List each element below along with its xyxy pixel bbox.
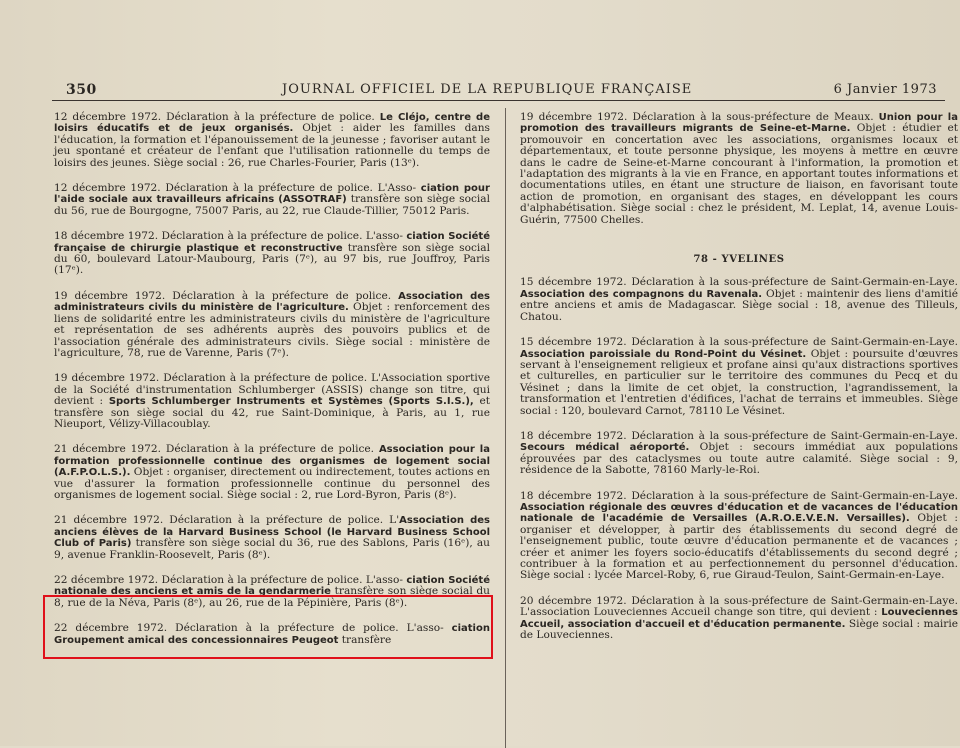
notice-entry (54, 291, 490, 359)
entry-date: 19 décembre 1972. (54, 372, 160, 385)
entry-body: Objet : aider les familles dans l'éducation, la formation et l'épanouissement de la jeunesse ; favoriser autant le jeu spontané et créateur de l'enfant que l'utilisation rationnelle du temps de loisirs des jeunes. Siège social : 26, rue Charles-Fourier, Paris (13ᵉ). (54, 122, 490, 169)
entry-preamble: Déclaration à la préfecture de police. L'asso- (161, 230, 403, 243)
entry-body: Objet : étudier et promouvoir en concertation avec les associations, organismes locaux et départementaux, et toute personne physique, les moyens à mettre en œuvre dans le cadre de Seine-et-Marne concourant à l'information, la promotion et l'adaptation des migrants à la vie en France, en apportant toutes informations et documentations utiles, en étant une structure de liaison, en favorisant toute action de promotion, en organisant des stages, en développant les cours d'alphabétisation. Siège social : chez le président, M. Leplat, 14, avenue Louis-Guérin, 77500 Chelles. (520, 122, 958, 226)
entry-date: 22 décembre 1972. (54, 574, 159, 586)
association-name: Association des compagnons du Ravenala. (520, 288, 763, 300)
entry-preamble: Déclaration à la préfecture de police. L'asso- (175, 622, 444, 635)
entry-preamble: Déclaration à la sous-préfecture de Saint-Germain-en-Laye. (631, 276, 958, 289)
notice-entry (520, 112, 958, 226)
entry-body: transfère son siège social du 8, rue de la Néva, Paris (8ᵉ), au 26, rue de la Pépinière, Paris (8ᵉ). (54, 585, 490, 609)
entry-preamble: Déclaration à la préfecture de police. (166, 111, 375, 123)
entry-preamble: Déclaration à la sous-préfecture de Saint-Germain-en-Laye. (631, 429, 958, 442)
right-column (520, 112, 958, 655)
association-name: Association des administrateurs civils du ministère de l'agriculture. (54, 290, 490, 314)
journal-title: JOURNAL OFFICIEL DE LA REPUBLIQUE FRANÇAISE (282, 82, 693, 97)
association-name: ciation Société nationale des anciens et amis de la gendarmerie (54, 575, 490, 598)
notice-entry (54, 112, 490, 169)
page-header (52, 78, 945, 101)
entry-body: Objet : maintenir des liens d'amitié entre anciens et amis de Madagascar. Siège social : 18, avenue des Tilleuls, Chatou. (520, 287, 959, 323)
notice-entry (54, 231, 490, 277)
entry-body: transfère (341, 633, 392, 646)
entry-body: Objet : organiser et développer, à partir des établissements du second degré de l'enseignement public, toute œuvre d'éducation permanente et de vacances ; créer et animer les foyers socio-éducatifs d'établissements du second degré ; contribuer à la formation et au perfectionnement du personnel d'éducation. Siège social : lycée Marcel-Roby, 6, rue Giraud-Teulon, Saint-Germain-en-Laye. (520, 512, 958, 582)
notice-entry (520, 431, 958, 477)
entry-date: 22 décembre 1972. (54, 622, 168, 635)
notice-entry (520, 277, 958, 323)
entry-date: 20 décembre 1972. (520, 594, 627, 607)
entry-preamble: Déclaration à la préfecture de police. (165, 443, 375, 456)
entry-date: 21 décembre 1972. (54, 514, 164, 527)
association-name: ciation Groupement amical des concessionnaires Peugeot (54, 623, 490, 646)
association-name: Louveciennes Accueil, association d'accueil et d'éducation permanente. (520, 607, 958, 630)
notice-entry (520, 596, 958, 642)
association-name: Association régionale des œuvres d'éducation et de vacances de l'éducation nationale de l'académie de Versailles (A.R.O.E.V.E.N. Versailles). (520, 501, 958, 525)
entry-body: transfère son siège social du 36, rue des Sablons, Paris (16ᵉ), au 9, avenue Franklin-Roosevelt, Paris (8ᵉ). (54, 537, 490, 561)
entry-date: 19 décembre 1972. (54, 289, 166, 302)
association-name: Sports Schlumberger Instruments et Systèmes (Sports S.I.S.), (108, 396, 474, 408)
entry-date: 15 décembre 1972. (520, 336, 627, 349)
entry-date: 12 décembre 1972. (54, 182, 161, 195)
entry-date: 12 décembre 1972. (54, 111, 162, 123)
association-name: Association paroissiale du Rond-Point du Vésinet. (520, 348, 807, 360)
left-column (54, 112, 490, 660)
notice-entry (54, 444, 490, 501)
association-name: ciation pour l'aide sociale aux travailleurs africains (ASSOTRAF) (54, 183, 490, 206)
entry-body: Objet : secours immédiat aux populations éprouvées par des cataclysmes ou toute autre calamité. Siège social : 9, résidence de la Sabotte, 78160 Marly-le-Roi. (520, 441, 958, 477)
entry-preamble: Déclaration à la préfecture de police. L'asso- (161, 574, 403, 586)
entry-body: transfère son siège social du 56, rue de Bourgogne, 75007 Paris, au 22, rue Claude-Tillier, 75012 Paris. (54, 193, 490, 217)
column-divider (505, 108, 506, 748)
notice-entry (520, 491, 958, 582)
notice-entry (520, 337, 958, 417)
section-heading: 78 - YVELINES (693, 254, 785, 266)
association-name: Le Cléjo, centre de loisirs éducatifs et de jeux organisés. (54, 112, 490, 135)
association-name: Association des anciens élèves de la Harvard Business School (le Harvard Business School Club of Paris) (54, 515, 490, 550)
entry-date: 21 décembre 1972. (54, 443, 161, 456)
entry-preamble: Déclaration à la préfecture de police. L'Association sportive de la Société d'instrumentation Schlumberger (ASSIS) change son titre, qui devient : (54, 372, 490, 408)
entry-body: Objet : organiser, directement ou indirectement, toutes actions en vue d'assurer la formation professionnelle continue du personnel des organismes de logement social. Siège social : 2, rue Lord-Byron, Paris (8ᵉ). (54, 466, 490, 501)
entry-preamble: Déclaration à la préfecture de police. L' (169, 514, 400, 527)
highlight-box (43, 595, 493, 659)
notice-entry (54, 373, 490, 430)
entry-body: Objet : renforcement des liens de solidarité entre les administrateurs civils du ministère de l'agriculture et représentation de ses adhérents auprès des pouvoirs publics et de l'association générale des administrateurs civils. Siège social : ministère de l'agriculture, 78, rue de Varenne, Paris (7ᵉ). (54, 301, 490, 359)
entry-body: transfère son siège social du 60, boulevard Latour-Maubourg, Paris (7ᵉ), au 97 bis, rue Jouffroy, Paris (17ᵉ). (54, 241, 490, 277)
entry-preamble: Déclaration à la préfecture de police. L'Asso- (165, 182, 417, 195)
entry-preamble: Déclaration à la préfecture de police. (172, 289, 392, 302)
entry-date: 15 décembre 1972. (520, 276, 627, 289)
entry-body: Siège social : mairie de Louveciennes. (520, 617, 958, 642)
association-name: Association pour la formation professionnelle continue des organismes de logement social (A.F.P.O.L.S.). (54, 444, 490, 479)
entry-date: 18 décembre 1972. (520, 489, 627, 502)
entry-body: Objet : poursuite d'œuvres servant à l'enseignement religieux et profane ainsi qu'aux distractions sportives et culturelles, en particulier sur le territoire des communes du Pecq et du Vésinet ; dans la limite de cet objet, la construction, l'agrandissement, la transformation et l'entretien d'édifices, l'achat de terrains et immeubles. Siège social : 120, boulevard Carnot, 78110 Le Vésinet. (520, 347, 958, 417)
entry-date: 18 décembre 1972. (520, 429, 627, 442)
entry-preamble: Déclaration à la sous-préfecture de Meaux. (632, 111, 874, 123)
entry-preamble: Déclaration à la sous-préfecture de Saint-Germain-en-Laye. (631, 489, 958, 502)
issue-date: 6 Janvier 1973 (833, 82, 937, 97)
entry-date: 19 décembre 1972. (520, 111, 628, 123)
entry-date: 18 décembre 1972. (54, 230, 159, 243)
association-name: ciation Société française de chirurgie plastique et reconstructive (54, 231, 490, 254)
entry-preamble: Déclaration à la sous-préfecture de Saint-Germain-en-Laye. (631, 336, 958, 349)
association-name: Secours médical aéroporté. (520, 442, 690, 454)
entry-preamble: Déclaration à la sous-préfecture de Saint-Germain-en-Laye. L'association Louveciennes Accueil change son titre, qui devient : (520, 594, 958, 619)
page-number: 350 (66, 82, 97, 98)
association-name: Union pour la promotion des travailleurs migrants de Seine-et-Marne. (520, 112, 958, 135)
entry-body: et transfère son siège social du 42, rue Saint-Dominique, à Paris, au 1, rue Nieuport, Vélizy-Villacoublay. (54, 395, 490, 430)
notice-entry (54, 183, 490, 217)
highlighted-notice-entry (54, 515, 490, 561)
